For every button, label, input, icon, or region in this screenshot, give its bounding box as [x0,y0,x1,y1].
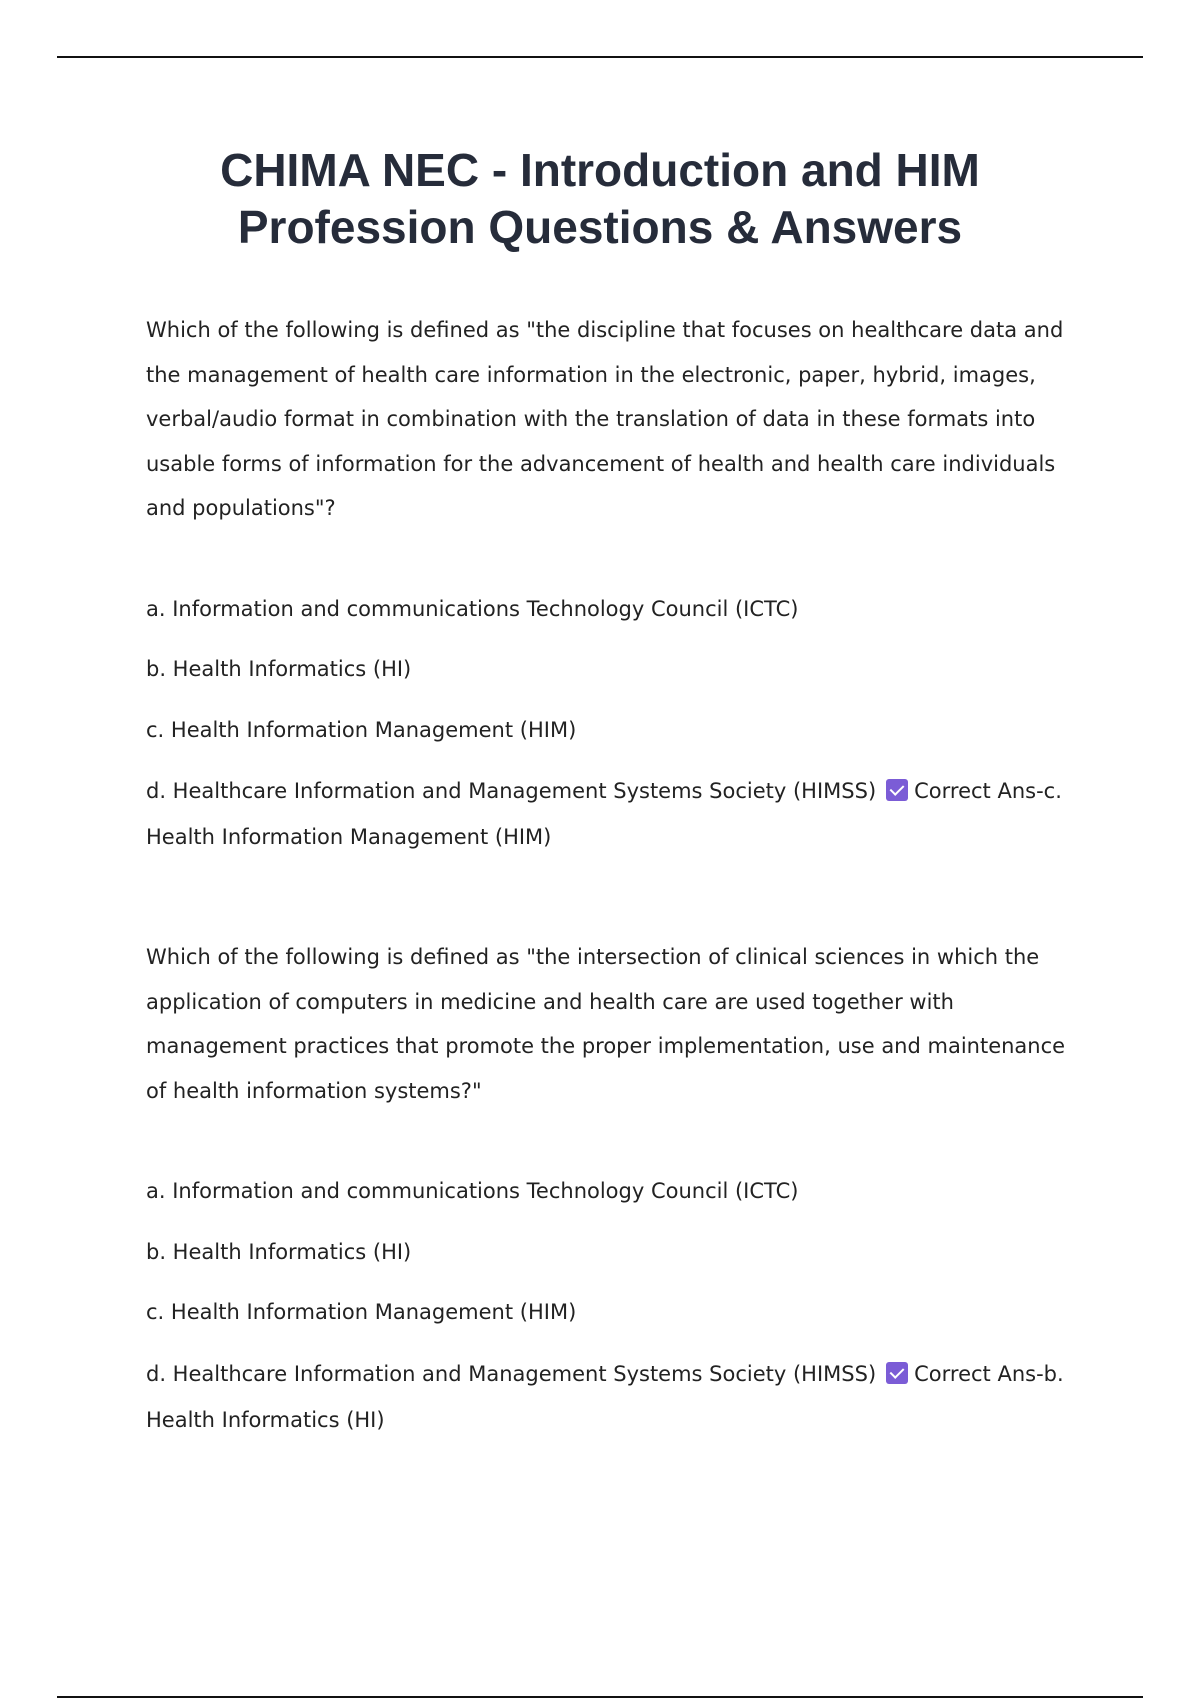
question-text: Which of the following is defined as "the discipline that focuses on healthcare data and the management of health care information in the electronic, paper, hybrid, images, verbal/audio format in combination with the translation of data in these formats into usable forms of information for the advancement of health and health care individuals and populations"? [146,318,1064,520]
option-d-with-answer [146,768,1086,860]
correct-answer: Correct Ans-c. Health Information Management (HIM) [146,779,1062,849]
top-rule [57,56,1143,58]
question-block-1 [146,308,1086,860]
option-d: d. Healthcare Information and Management Systems Society (HIMSS) [146,1361,877,1386]
option-d: d. Healthcare Information and Management Systems Society (HIMSS) [146,779,877,803]
question-block-2 [146,935,1086,1443]
correct-answer: Correct Ans-b. Health Informatics (HI) [146,1361,1064,1432]
bottom-rule [57,1696,1143,1698]
option-c: c. Health Information Management (HIM) [146,717,577,742]
check-box-icon [886,1362,908,1384]
check-box-icon [886,779,908,801]
option-b: b. Health Informatics (HI) [146,657,412,681]
option-b: b. Health Informatics (HI) [146,1239,412,1264]
option-c: c. Health Information Management (HIM) [146,1300,577,1324]
option-a: a. Information and communications Technology Council (ICTC) [146,1179,799,1203]
document-body [146,308,1086,1459]
option-d-with-answer [146,1351,1086,1443]
page-title: CHIMA NEC - Introduction and HIM Profession Questions & Answers [220,144,980,253]
option-a: a. Information and communications Technology Council (ICTC) [146,596,799,621]
question-text: Which of the following is defined as "the intersection of clinical sciences in which the application of computers in medicine and health care are used together with management practices that promote the proper implementation, use and maintenance of health information systems?" [146,945,1066,1103]
